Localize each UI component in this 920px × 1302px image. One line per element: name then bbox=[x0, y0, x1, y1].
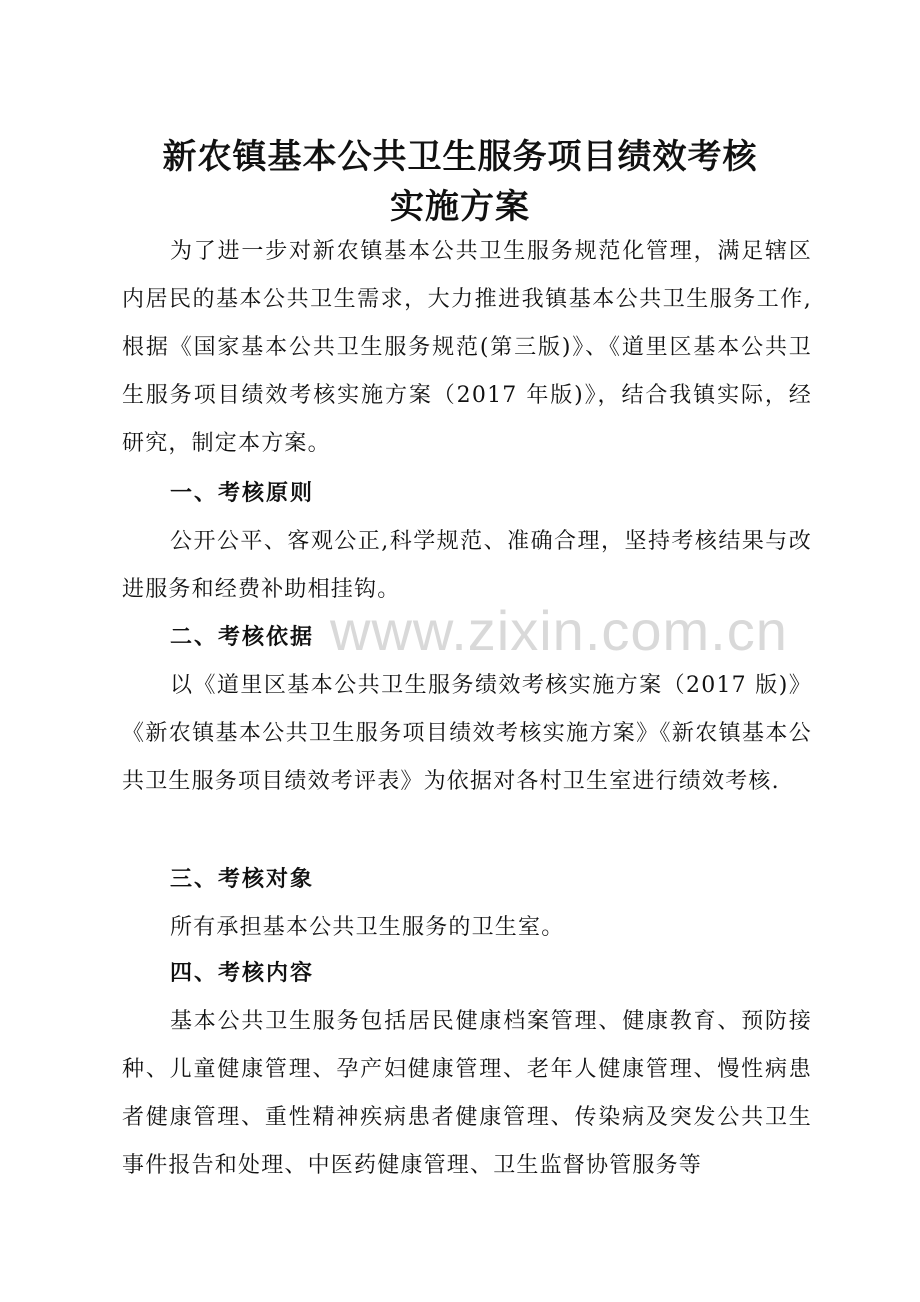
section-heading-principles: 一、考核原则 bbox=[170, 481, 315, 506]
section-heading-basis: 二、考核依据 bbox=[170, 625, 315, 650]
intro-paragraph: 为了进一步对新农镇基本公共卫生服务规范化管理，满足辖区内居民的基本公共卫生需求，大力推进我镇基本公共卫生服务工作,根据《国家基本公共卫生服务规范(第三版)》、《道里区基本公共卫生服务项目绩效考核实施方案（2017 年版)》，结合我镇实际，经研究，制定本方案。 bbox=[122, 239, 812, 456]
section-body-basis: 以《道里区基本公共卫生服务绩效考核实施方案（2017 版)》《新农镇基本公共卫生服务项目绩效考核实施方案》《新农镇基本公共卫生服务项目绩效考评表》为依据对各村卫生室进行绩效考核. bbox=[122, 673, 812, 794]
document-title-line1: 新农镇基本公共卫生服务项目绩效考核 bbox=[162, 137, 758, 177]
document-title-line2: 实施方案 bbox=[390, 187, 530, 227]
section-body-content: 基本公共卫生服务包括居民健康档案管理、健康教育、预防接种、儿童健康管理、孕产妇健康管理、老年人健康管理、慢性病患者健康管理、重性精神疾病患者健康管理、传染病及突发公共卫生事件报告和处理、中医药健康管理、卫生监督协管服务等 bbox=[122, 1009, 812, 1178]
section-body-principles: 公开公平、客观公正,科学规范、准确合理，坚持考核结果与改进服务和经费补助相挂钩。 bbox=[122, 529, 812, 602]
watermark: www.zixin.com.cn bbox=[330, 599, 788, 662]
section-heading-content: 四、考核内容 bbox=[170, 961, 315, 986]
section-heading-targets: 三、考核对象 bbox=[170, 867, 315, 892]
section-body-targets: 所有承担基本公共卫生服务的卫生室。 bbox=[170, 915, 565, 940]
